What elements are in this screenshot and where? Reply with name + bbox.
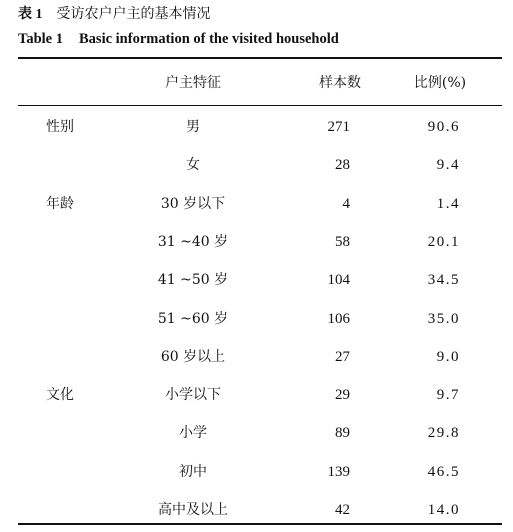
row-sample-count: 106 [327, 311, 350, 327]
header-sample-count: 样本数 [319, 75, 361, 91]
row-item-label: 30 岁以下 [160, 196, 226, 212]
row-item-label: 41 ~50 岁 [157, 272, 229, 288]
row-ratio: 34.5 [427, 272, 460, 288]
row-ratio: 9.4 [436, 157, 460, 173]
table-label-english: Table 1 [18, 31, 63, 47]
table-header-rule [18, 105, 502, 106]
row-sample-count: 271 [327, 119, 350, 135]
row-ratio: 46.5 [427, 464, 460, 480]
table-bottom-rule [18, 523, 502, 525]
table-title-english: Basic information of the visited household [79, 31, 339, 47]
row-group-label: 文化 [46, 387, 74, 403]
header-ratio: 比例(%) [413, 75, 467, 91]
row-ratio: 14.0 [427, 502, 460, 518]
table-title-chinese: 受访农户户主的基本情况 [56, 6, 211, 22]
row-item-label: 小学 [179, 425, 207, 441]
row-item-label: 初中 [179, 464, 207, 480]
row-group-label: 年龄 [46, 196, 74, 212]
row-ratio: 29.8 [427, 425, 460, 441]
row-item-label: 男 [186, 119, 200, 135]
row-ratio: 9.7 [436, 387, 460, 403]
row-sample-count: 29 [335, 387, 350, 403]
row-ratio: 35.0 [427, 311, 460, 327]
header-characteristic: 户主特征 [165, 75, 221, 91]
row-item-label: 小学以下 [165, 387, 221, 403]
row-sample-count: 104 [327, 272, 350, 288]
row-sample-count: 42 [335, 502, 350, 518]
row-ratio: 90.6 [427, 119, 460, 135]
row-item-label: 60 岁以上 [160, 349, 226, 365]
row-ratio: 20.1 [427, 234, 460, 250]
row-item-label: 51 ~60 岁 [157, 311, 229, 327]
row-sample-count: 58 [335, 234, 350, 250]
row-ratio: 9.0 [436, 349, 460, 365]
row-sample-count: 89 [335, 425, 350, 441]
row-item-label: 31 ~40 岁 [157, 234, 229, 250]
table-label-chinese: 表 1 [18, 7, 43, 22]
row-group-label: 性别 [46, 119, 74, 135]
row-item-label: 女 [186, 157, 200, 173]
row-sample-count: 139 [327, 464, 350, 480]
row-item-label: 高中及以上 [158, 502, 228, 518]
row-sample-count: 27 [335, 349, 350, 365]
table-top-rule [18, 57, 502, 59]
table-caption-english [18, 29, 339, 49]
row-sample-count: 28 [335, 157, 350, 173]
row-ratio: 1.4 [436, 196, 460, 212]
row-sample-count: 4 [342, 196, 350, 212]
table-caption-chinese [18, 4, 211, 25]
